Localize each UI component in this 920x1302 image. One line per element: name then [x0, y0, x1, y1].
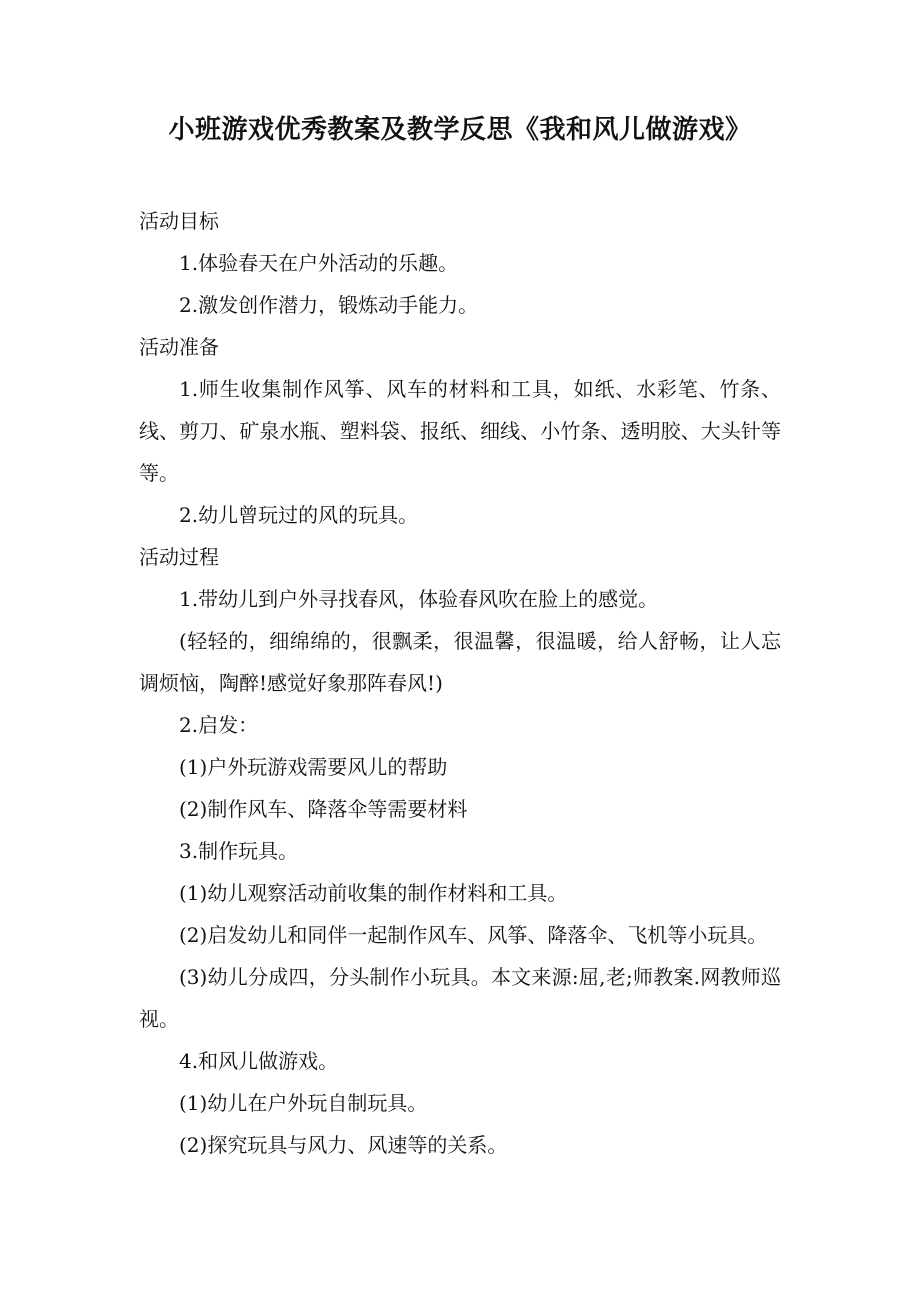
paragraph: 2.幼儿曾玩过的风的玩具。 [179, 503, 419, 527]
paragraph: 3.制作玩具。 [179, 839, 299, 863]
document-body [139, 200, 781, 1166]
paragraph: (3)幼儿分成四，分头制作小玩具。本文来源:屈,老;师教案.网教师巡视。 [139, 965, 781, 1031]
document-title: 小班游戏优秀教案及教学反思《我和风儿做游戏》 [168, 115, 752, 145]
section-heading-preparation: 活动准备 [139, 335, 219, 359]
paragraph: 1.师生收集制作风筝、风车的材料和工具，如纸、水彩笔、竹条、线、剪刀、矿泉水瓶、塑料袋、报纸、细线、小竹条、透明胶、大头针等等。 [139, 377, 781, 485]
paragraph: (1)幼儿在户外玩自制玩具。 [179, 1091, 428, 1115]
paragraph: 4.和风儿做游戏。 [179, 1049, 339, 1073]
paragraph: (2)探究玩具与风力、风速等的关系。 [179, 1133, 508, 1157]
paragraph: 2.启发： [179, 713, 259, 737]
paragraph: (2)启发幼儿和同伴一起制作风车、风筝、降落伞、飞机等小玩具。 [179, 923, 768, 947]
paragraph: 1.体验春天在户外活动的乐趣。 [179, 251, 459, 275]
paragraph: (1)幼儿观察活动前收集的制作材料和工具。 [179, 881, 568, 905]
paragraph: (轻轻的，细绵绵的，很飘柔，很温馨，很温暖，给人舒畅，让人忘调烦恼，陶醉!感觉好象那阵春风!) [139, 629, 781, 695]
paragraph: (2)制作风车、降落伞等需要材料 [179, 797, 468, 821]
section-heading-process: 活动过程 [139, 545, 219, 569]
section-heading-goals: 活动目标 [139, 209, 219, 233]
paragraph: 1.带幼儿到户外寻找春风，体验春风吹在脸上的感觉。 [179, 587, 659, 611]
paragraph: (1)户外玩游戏需要风儿的帮助 [179, 755, 448, 779]
paragraph: 2.激发创作潜力，锻炼动手能力。 [179, 293, 479, 317]
